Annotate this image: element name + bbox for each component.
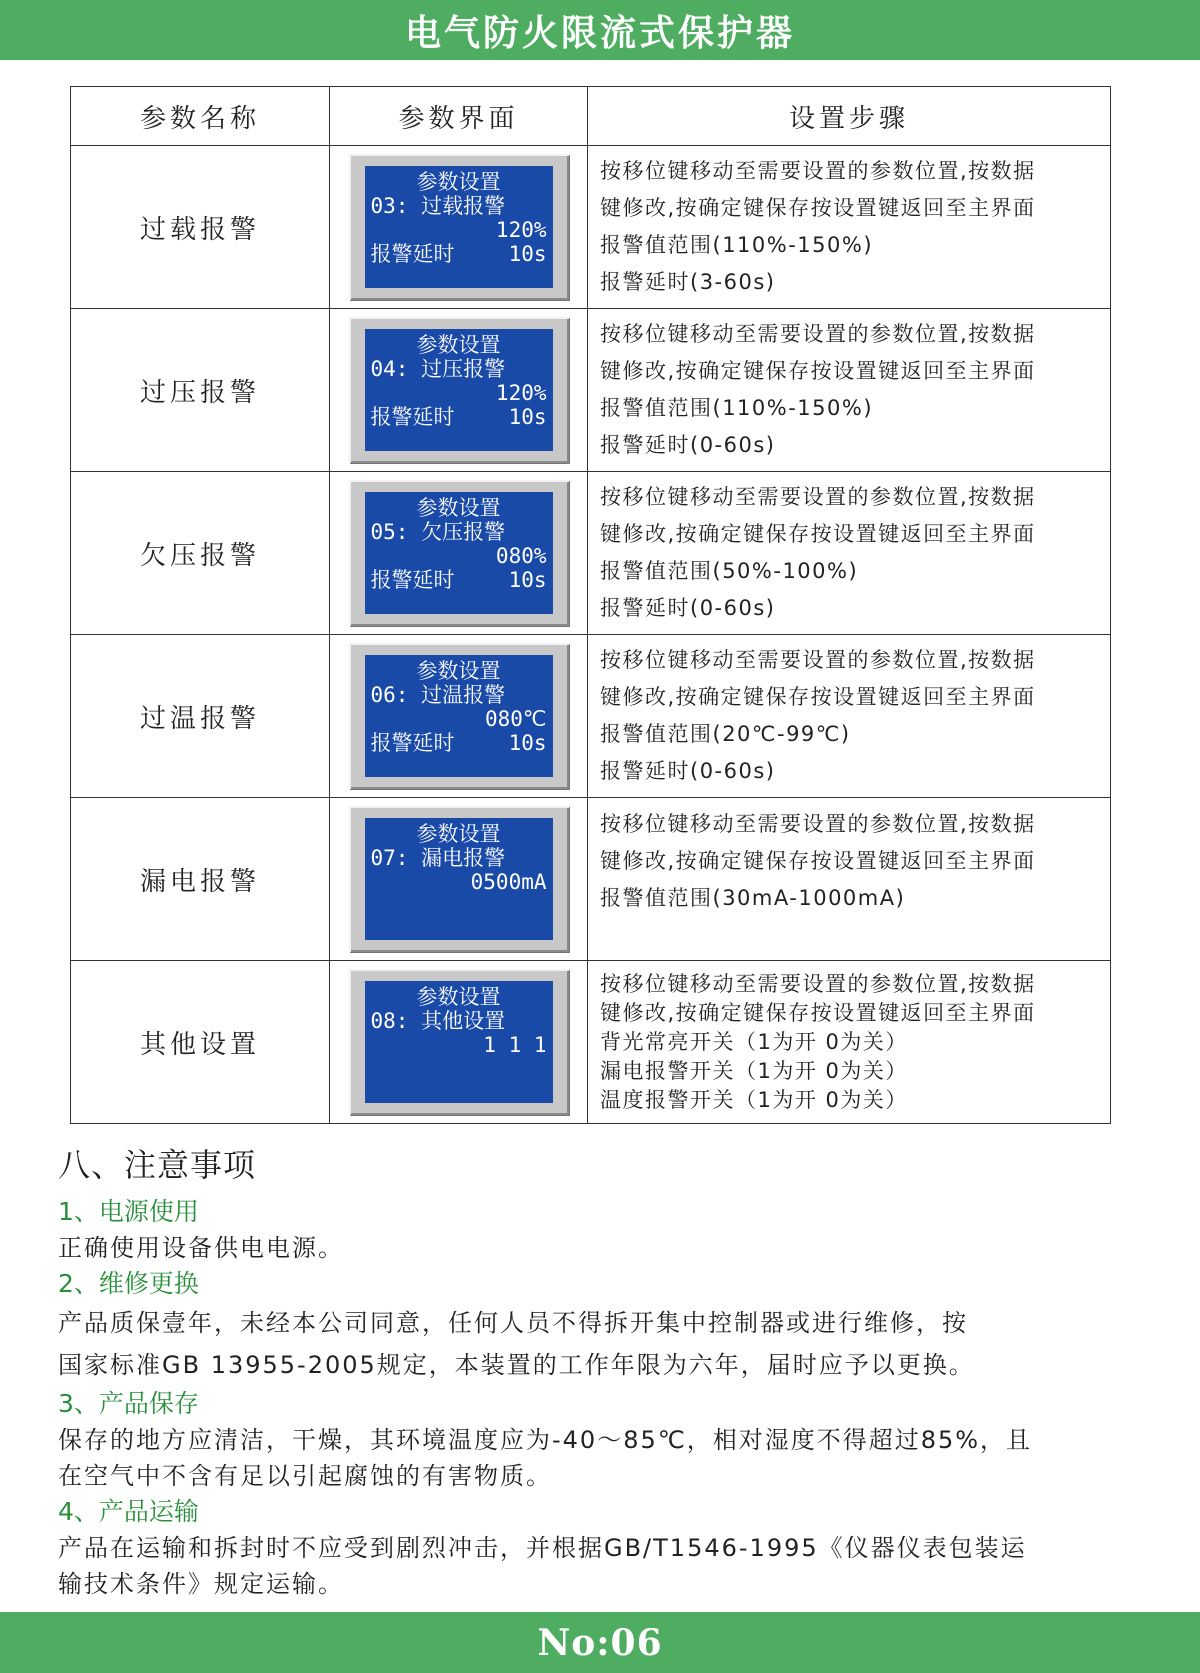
lcd-title: 参数设置: [416, 822, 501, 846]
note-heading: 1、电源使用: [58, 1197, 199, 1226]
note-heading: 3、产品保存: [58, 1389, 199, 1418]
lcd-cell: [330, 309, 588, 472]
note-text: 产品质保壹年，未经本公司同意，任何人员不得拆开集中控制器或进行维修，按: [58, 1309, 968, 1337]
step-line: 报警值范围(50%-100%): [600, 559, 859, 583]
note-text: 保存的地方应清洁，干燥，其环境温度应为-40～85℃，相对湿度不得超过85%，且: [58, 1426, 1033, 1454]
note-text: 输技术条件》规定运输。: [58, 1570, 344, 1598]
lcd-display: [349, 969, 569, 1115]
page-number: No:06: [537, 1621, 663, 1664]
table-row: [71, 472, 1111, 635]
step-line: 键修改,按确定键保存按设置键返回至主界面: [600, 685, 1036, 709]
steps-cell: [588, 961, 1111, 1124]
parameter-name: 其他设置: [71, 961, 330, 1124]
step-line: 报警值范围(110%-150%): [600, 396, 874, 420]
parameter-name: 过载报警: [71, 146, 330, 309]
note-heading: 4、产品运输: [58, 1497, 199, 1526]
lcd-item: 05: 欠压报警: [370, 520, 506, 544]
lcd-title: 参数设置: [416, 659, 501, 683]
lcd-display: [349, 480, 569, 626]
lcd-delay-label: 报警延时: [370, 731, 455, 755]
table-row: [71, 798, 1111, 961]
lcd-delay-value: 10s: [508, 731, 547, 755]
header-bar: [0, 0, 1200, 60]
lcd-screen: [365, 818, 553, 940]
step-line: 按移位键移动至需要设置的参数位置,按数据: [600, 812, 1036, 836]
step-line: 报警延时(0-60s): [600, 433, 776, 457]
step-line: 温度报警开关（1为开 0为关）: [600, 1087, 908, 1112]
step-line: 报警值范围(110%-150%): [600, 233, 874, 257]
step-line: 键修改,按确定键保存按设置键返回至主界面: [600, 1000, 1036, 1025]
table-row: [71, 635, 1111, 798]
lcd-delay-value: 10s: [508, 568, 547, 592]
step-line: 按移位键移动至需要设置的参数位置,按数据: [600, 159, 1036, 183]
table-row: [71, 146, 1111, 309]
lcd-delay-row: [371, 568, 547, 592]
steps-cell: [588, 309, 1111, 472]
step-line: 报警延时(0-60s): [600, 759, 776, 783]
lcd-cell: [330, 472, 588, 635]
step-line: 键修改,按确定键保存按设置键返回至主界面: [600, 522, 1036, 546]
lcd-delay-label: 报警延时: [370, 568, 455, 592]
parameter-name: 过温报警: [71, 635, 330, 798]
step-line: 按移位键移动至需要设置的参数位置,按数据: [600, 485, 1036, 509]
notes-section: [58, 1140, 1158, 1602]
lcd-cell: [330, 961, 588, 1124]
lcd-cell: [330, 798, 588, 961]
parameter-table: [70, 86, 1111, 1124]
lcd-title: 参数设置: [416, 333, 501, 357]
step-line: 按移位键移动至需要设置的参数位置,按数据: [600, 322, 1036, 346]
lcd-item: 06: 过温报警: [370, 683, 506, 707]
lcd-value: 080%: [495, 544, 547, 568]
column-header-steps: 设置步骤: [588, 87, 1111, 146]
steps-cell: [588, 798, 1111, 961]
lcd-screen: [365, 166, 553, 288]
lcd-delay-row: [371, 405, 547, 429]
lcd-delay-label: 报警延时: [370, 242, 455, 266]
lcd-item: 08: 其他设置: [370, 1009, 506, 1033]
step-line: 按移位键移动至需要设置的参数位置,按数据: [600, 648, 1036, 672]
note-heading: 2、维修更换: [58, 1269, 199, 1298]
lcd-screen: [365, 981, 553, 1103]
lcd-display: [349, 806, 569, 952]
steps-cell: [588, 635, 1111, 798]
lcd-title: 参数设置: [416, 985, 501, 1009]
note-text: 国家标准GB 13955-2005规定，本装置的工作年限为六年，届时应予以更换。: [58, 1351, 975, 1379]
lcd-value: 120%: [495, 381, 547, 405]
lcd-delay-row: [371, 242, 547, 266]
lcd-screen: [365, 329, 553, 451]
steps-cell: [588, 146, 1111, 309]
step-line: 按移位键移动至需要设置的参数位置,按数据: [600, 971, 1036, 996]
step-line: 键修改,按确定键保存按设置键返回至主界面: [600, 359, 1036, 383]
note-text: 在空气中不含有足以引起腐蚀的有害物质。: [58, 1462, 552, 1490]
lcd-title: 参数设置: [416, 496, 501, 520]
column-header-interface: 参数界面: [330, 87, 588, 146]
lcd-display: [349, 317, 569, 463]
parameter-name: 过压报警: [71, 309, 330, 472]
lcd-display: [349, 154, 569, 300]
lcd-screen: [365, 655, 553, 777]
lcd-screen: [365, 492, 553, 614]
lcd-display: [349, 643, 569, 789]
note-text: 正确使用设备供电电源。: [58, 1234, 344, 1262]
lcd-item: 04: 过压报警: [370, 357, 506, 381]
lcd-title: 参数设置: [416, 170, 501, 194]
step-line: 键修改,按确定键保存按设置键返回至主界面: [600, 196, 1036, 220]
step-line: 键修改,按确定键保存按设置键返回至主界面: [600, 849, 1036, 873]
step-line: 报警值范围(30mA-1000mA): [600, 886, 906, 910]
step-line: 报警延时(3-60s): [600, 270, 776, 294]
lcd-value: 120%: [495, 218, 547, 242]
parameter-name: 漏电报警: [71, 798, 330, 961]
lcd-cell: [330, 635, 588, 798]
table-row: [71, 309, 1111, 472]
lcd-item: 07: 漏电报警: [370, 846, 506, 870]
steps-cell: [588, 472, 1111, 635]
page-title: 电气防火限流式保护器: [404, 12, 795, 54]
lcd-delay-row: [371, 731, 547, 755]
footer-bar: [0, 1612, 1200, 1673]
column-header-name: 参数名称: [71, 87, 330, 146]
lcd-cell: [330, 146, 588, 309]
step-line: 报警延时(0-60s): [600, 596, 776, 620]
lcd-value: 0500mA: [470, 870, 547, 894]
table-header-row: [71, 87, 1111, 146]
lcd-item: 03: 过载报警: [370, 194, 506, 218]
lcd-delay-value: 10s: [508, 242, 547, 266]
notes-title: 八、注意事项: [58, 1146, 257, 1184]
step-line: 报警值范围(20℃-99℃): [600, 722, 851, 746]
lcd-value: 1 1 1: [483, 1033, 547, 1057]
note-text: 产品在运输和拆封时不应受到剧烈冲击，并根据GB/T1546-1995《仪器仪表包装运: [58, 1534, 1027, 1562]
parameter-name: 欠压报警: [71, 472, 330, 635]
step-line: 背光常亮开关（1为开 0为关）: [600, 1029, 908, 1054]
lcd-value: 080℃: [484, 707, 547, 731]
step-line: 漏电报警开关（1为开 0为关）: [600, 1058, 908, 1083]
lcd-delay-label: 报警延时: [370, 405, 455, 429]
table-row: [71, 961, 1111, 1124]
lcd-delay-value: 10s: [508, 405, 547, 429]
